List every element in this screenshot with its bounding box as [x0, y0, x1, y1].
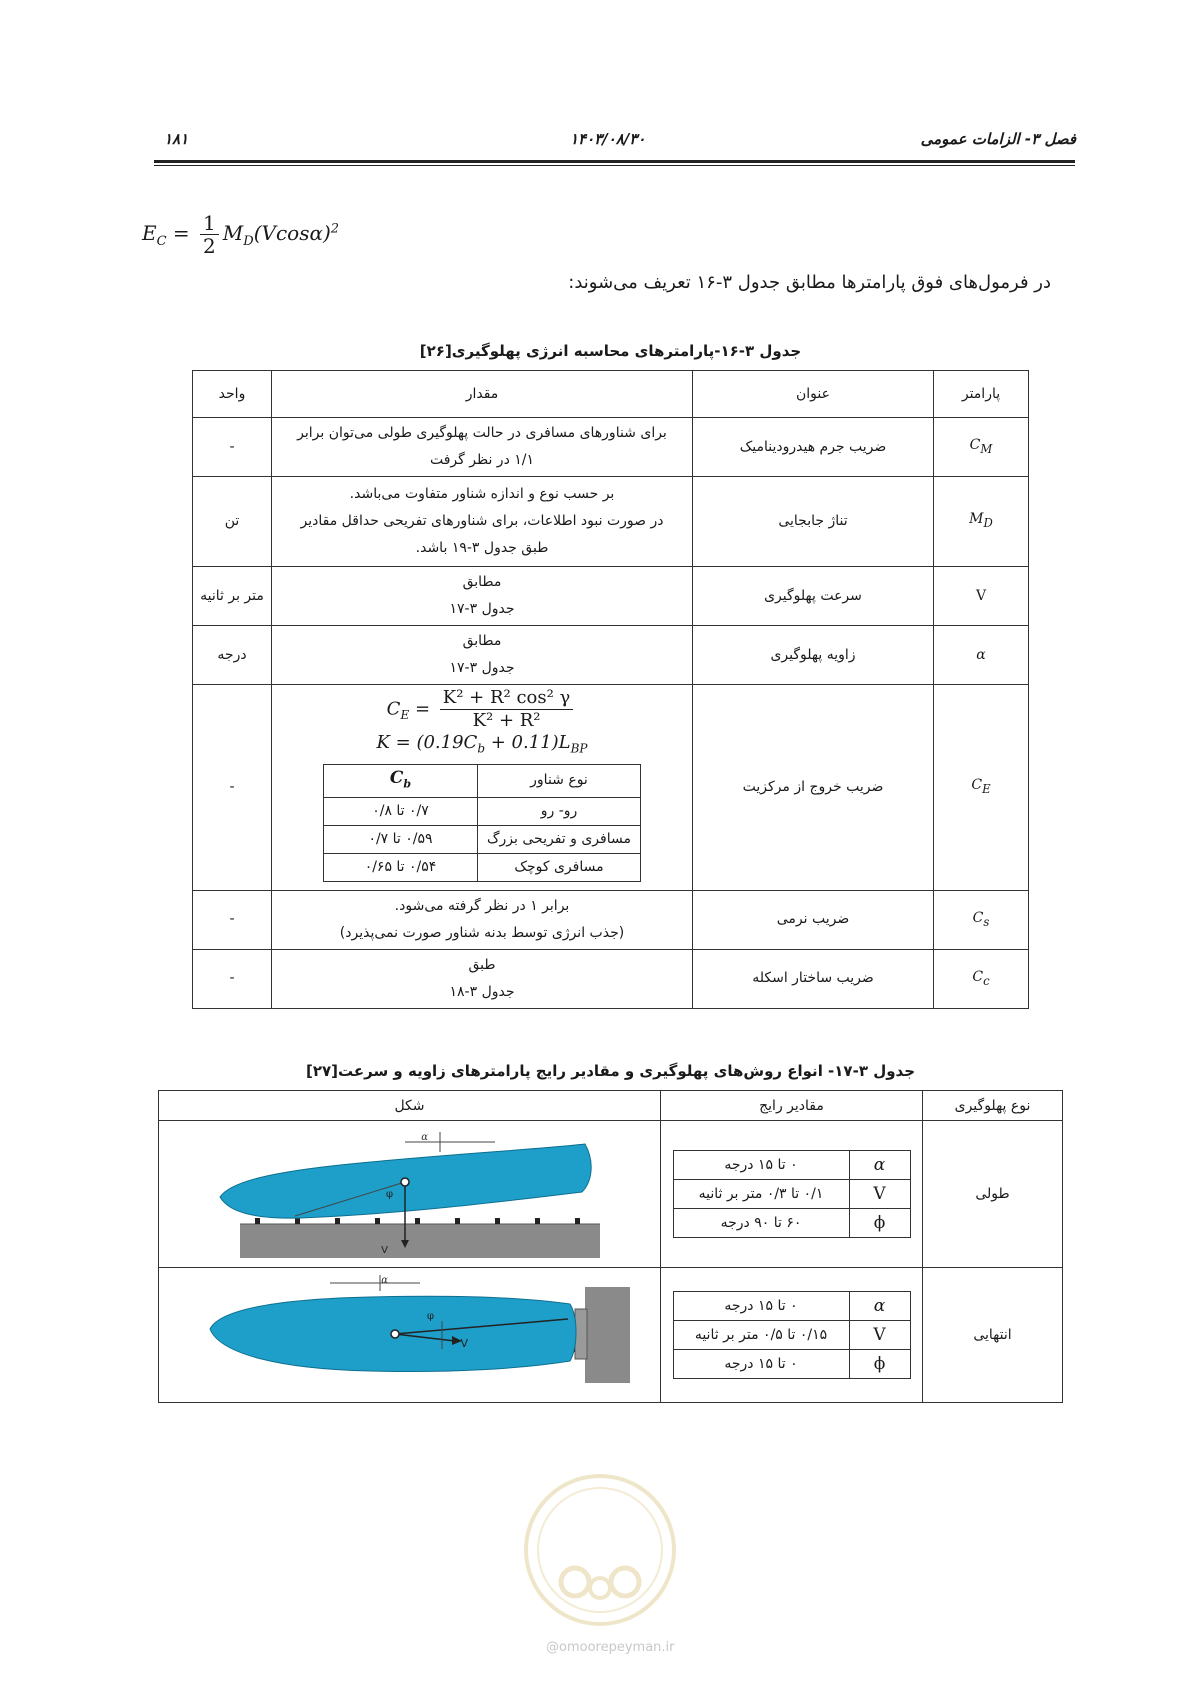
param-title: ضریب نرمی — [693, 890, 934, 949]
value-range: ۰ تا ۱۵ درجه — [673, 1350, 849, 1379]
col-unit: واحد — [193, 371, 272, 418]
typical-values — [661, 1268, 923, 1403]
velocity-label: V — [459, 1337, 468, 1350]
cb-type: مسافری کوچک — [478, 853, 641, 881]
table-row — [193, 949, 1029, 1008]
param-title: زاویه پهلوگیری — [693, 626, 934, 685]
param-value: بر حسب نوع و اندازه شناور متفاوت می‌باشد. در صورت نبود اطلاعات، برای شناورهای تفریحی حداقل مقادیر طبق جدول ۳-۱۹ باشد. — [272, 477, 693, 567]
table-row — [193, 890, 1029, 949]
col-figure: شکل — [159, 1091, 661, 1121]
param-symbol: $C_M$ — [934, 418, 1029, 477]
cb-row — [324, 797, 641, 825]
param-value: طبق جدول ۳-۱۸ — [272, 949, 693, 1008]
param-title: تناژ جابجایی — [693, 477, 934, 567]
table-row — [193, 418, 1029, 477]
logo-icon — [520, 1470, 680, 1630]
value-symbol: V — [849, 1321, 910, 1350]
table-row — [193, 477, 1029, 567]
param-symbol: α — [934, 626, 1029, 685]
value-range: ۶۰ تا ۹۰ درجه — [673, 1209, 849, 1238]
value-row — [673, 1151, 910, 1180]
berthing-table — [158, 1090, 1063, 1403]
watermark-text: @omoorepeyman.ir — [546, 1640, 675, 1655]
param-value: مطابق جدول ۳-۱۷ — [272, 567, 693, 626]
quay-wall — [585, 1287, 630, 1383]
end-berthing-figure — [190, 1269, 630, 1397]
cb-table — [323, 764, 641, 882]
value-row — [673, 1292, 910, 1321]
phi-label: φ — [426, 1311, 434, 1322]
value-range: ۰/۱ تا ۰/۳ متر بر ثانیه — [673, 1180, 849, 1209]
param-title: ضریب جرم هیدرودینامیک — [693, 418, 934, 477]
alpha-label: α — [420, 1132, 428, 1143]
param-value — [272, 685, 693, 891]
param-symbol: $C_E$ — [934, 685, 1029, 891]
intro-text: در فرمول‌های فوق پارامترها مطابق جدول ۳-۱۶ تعریف می‌شوند: — [568, 272, 1051, 293]
figure-cell — [159, 1121, 661, 1268]
cb-value: ۰/۷ تا ۰/۸ — [324, 797, 478, 825]
col-param: پارامتر — [934, 371, 1029, 418]
param-unit: - — [193, 890, 272, 949]
param-symbol: V — [934, 567, 1029, 626]
param-unit: درجه — [193, 626, 272, 685]
table1-caption: جدول ۳-۱۶-پارامترهای محاسبه انرژی پهلوگیری[۲۶] — [419, 342, 802, 360]
berthing-type: طولی — [923, 1121, 1063, 1268]
param-value: برابر ۱ در نظر گرفته می‌شود. (جذب انرژی توسط بدنه شناور صورت نمی‌پذیرد) — [272, 890, 693, 949]
param-value: برای شناورهای مسافری در حالت پهلوگیری طولی می‌توان برابر ۱/۱ در نظر گرفت — [272, 418, 693, 477]
value-row — [673, 1209, 910, 1238]
velocity-label: V — [380, 1245, 388, 1256]
cb-row — [324, 825, 641, 853]
energy-formula: $E_C$ = $\frac{1}{2}$ $M_D(Vcos\alpha)^2$ — [142, 211, 340, 258]
quay-wall — [240, 1224, 600, 1258]
phi-label: φ — [385, 1189, 393, 1200]
param-unit: متر بر ثانیه — [193, 567, 272, 626]
cb-col-value: $C_b$ — [324, 764, 478, 797]
value-symbol: ϕ — [849, 1350, 910, 1379]
param-symbol: $C_s$ — [934, 890, 1029, 949]
value-range: ۰ تا ۱۵ درجه — [673, 1151, 849, 1180]
page-number: ۱۸۱ — [164, 130, 189, 148]
value-range: ۰ تا ۱۵ درجه — [673, 1292, 849, 1321]
table-row — [193, 685, 1029, 891]
figure-cell — [159, 1268, 661, 1403]
param-unit: تن — [193, 477, 272, 567]
table2-caption: جدول ۳-۱۷- انواع روش‌های پهلوگیری و مقادیر رایج پارامترهای زاویه و سرعت[۲۷] — [305, 1062, 916, 1080]
param-title: ضریب خروج از مرکزیت — [693, 685, 934, 891]
header-rule — [154, 160, 1075, 163]
cb-value: ۰/۵۴ تا ۰/۶۵ — [324, 853, 478, 881]
param-symbol: $M_D$ — [934, 477, 1029, 567]
cb-row — [324, 853, 641, 881]
param-unit: - — [193, 949, 272, 1008]
cb-type: رو- رو — [478, 797, 641, 825]
param-title: سرعت پهلوگیری — [693, 567, 934, 626]
longitudinal-berthing-figure — [200, 1122, 620, 1262]
cb-type: مسافری و تفریحی بزرگ — [478, 825, 641, 853]
cb-col-type: نوع شناور — [478, 764, 641, 797]
parameters-table — [192, 370, 1029, 1009]
col-typical-values: مقادیر رایج — [661, 1091, 923, 1121]
param-unit: - — [193, 418, 272, 477]
typical-values — [661, 1121, 923, 1268]
param-unit: - — [193, 685, 272, 891]
ce-formula: $C_E$ = $\frac{\text{K² + R² cos² γ}}{\text{K² + R²}}$ — [272, 687, 692, 732]
value-row — [673, 1350, 910, 1379]
cb-value: ۰/۵۹ تا ۰/۷ — [324, 825, 478, 853]
alpha-label: α — [380, 1275, 388, 1286]
header-rule-thin — [154, 165, 1075, 166]
values-table — [673, 1291, 911, 1379]
value-symbol: α — [849, 1292, 910, 1321]
param-value: مطابق جدول ۳-۱۷ — [272, 626, 693, 685]
col-title: عنوان — [693, 371, 934, 418]
value-row — [673, 1321, 910, 1350]
param-symbol: $C_c$ — [934, 949, 1029, 1008]
col-value: مقدار — [272, 371, 693, 418]
value-row — [673, 1180, 910, 1209]
value-range: ۰/۱۵ تا ۰/۵ متر بر ثانیه — [673, 1321, 849, 1350]
param-title: ضریب ساختار اسکله — [693, 949, 934, 1008]
value-symbol: V — [849, 1180, 910, 1209]
col-berthing-type: نوع پهلوگیری — [923, 1091, 1063, 1121]
table-row — [159, 1121, 1063, 1268]
table-row — [193, 567, 1029, 626]
berthing-type: انتهایی — [923, 1268, 1063, 1403]
cb-header-row — [324, 764, 641, 797]
watermark-logo — [520, 1470, 680, 1630]
values-table — [673, 1150, 911, 1238]
table-row — [159, 1268, 1063, 1403]
chapter-title: فصل ۳- الزامات عمومی — [920, 130, 1076, 148]
value-symbol: α — [849, 1151, 910, 1180]
header-date: ۱۴۰۳/۰۸/۳۰ — [570, 130, 646, 148]
value-symbol: ϕ — [849, 1209, 910, 1238]
k-formula: $K = (0.19C_b + 0.11)L_{BP}$ — [376, 732, 588, 756]
table-row — [193, 626, 1029, 685]
